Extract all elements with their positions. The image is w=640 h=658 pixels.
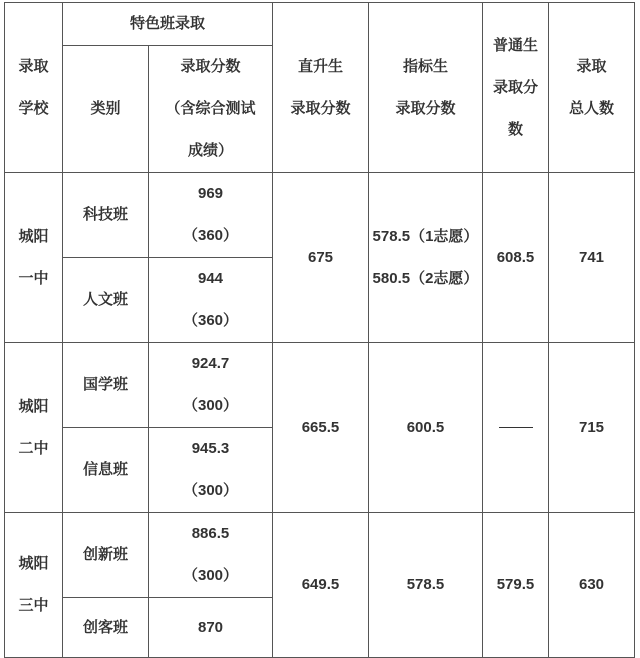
table-row <box>5 343 635 428</box>
class-name: 信息班 <box>63 428 149 513</box>
table-row <box>5 173 635 258</box>
header-quota-score: 指标生 录取分数 <box>369 3 483 173</box>
class-score: 886.5 （300） <box>149 513 273 598</box>
class-name: 国学班 <box>63 343 149 428</box>
direct-score: 675 <box>273 173 369 343</box>
class-name: 创客班 <box>63 598 149 658</box>
header-total: 录取 总人数 <box>549 3 635 173</box>
direct-score: 665.5 <box>273 343 369 513</box>
table-row <box>5 513 635 598</box>
total-count: 741 <box>549 173 635 343</box>
class-name: 创新班 <box>63 513 149 598</box>
school-name: 城阳 一中 <box>5 173 63 343</box>
quota-score: 578.5（1志愿） 580.5（2志愿） <box>369 173 483 343</box>
class-name: 科技班 <box>63 173 149 258</box>
regular-score: 608.5 <box>483 173 549 343</box>
header-special-class: 特色班录取 <box>63 3 273 46</box>
total-count: 630 <box>549 513 635 658</box>
header-special-score: 录取分数 （含综合测试 成绩） <box>149 46 273 173</box>
class-score: 969 （360） <box>149 173 273 258</box>
class-name: 人文班 <box>63 258 149 343</box>
class-score: 924.7 （300） <box>149 343 273 428</box>
header-regular-score: 普通生 录取分 数 <box>483 3 549 173</box>
regular-score: 579.5 <box>483 513 549 658</box>
admissions-table <box>4 2 635 658</box>
total-count: 715 <box>549 343 635 513</box>
regular-score <box>483 343 549 513</box>
header-direct-score: 直升生 录取分数 <box>273 3 369 173</box>
school-name: 城阳 三中 <box>5 513 63 658</box>
header-category: 类别 <box>63 46 149 173</box>
school-name: 城阳 二中 <box>5 343 63 513</box>
direct-score: 649.5 <box>273 513 369 658</box>
quota-score: 578.5 <box>369 513 483 658</box>
quota-score: 600.5 <box>369 343 483 513</box>
class-score: 944 （360） <box>149 258 273 343</box>
header-school: 录取 学校 <box>5 3 63 173</box>
class-score: 945.3 （300） <box>149 428 273 513</box>
class-score: 870 <box>149 598 273 658</box>
dash-mark <box>499 427 533 428</box>
